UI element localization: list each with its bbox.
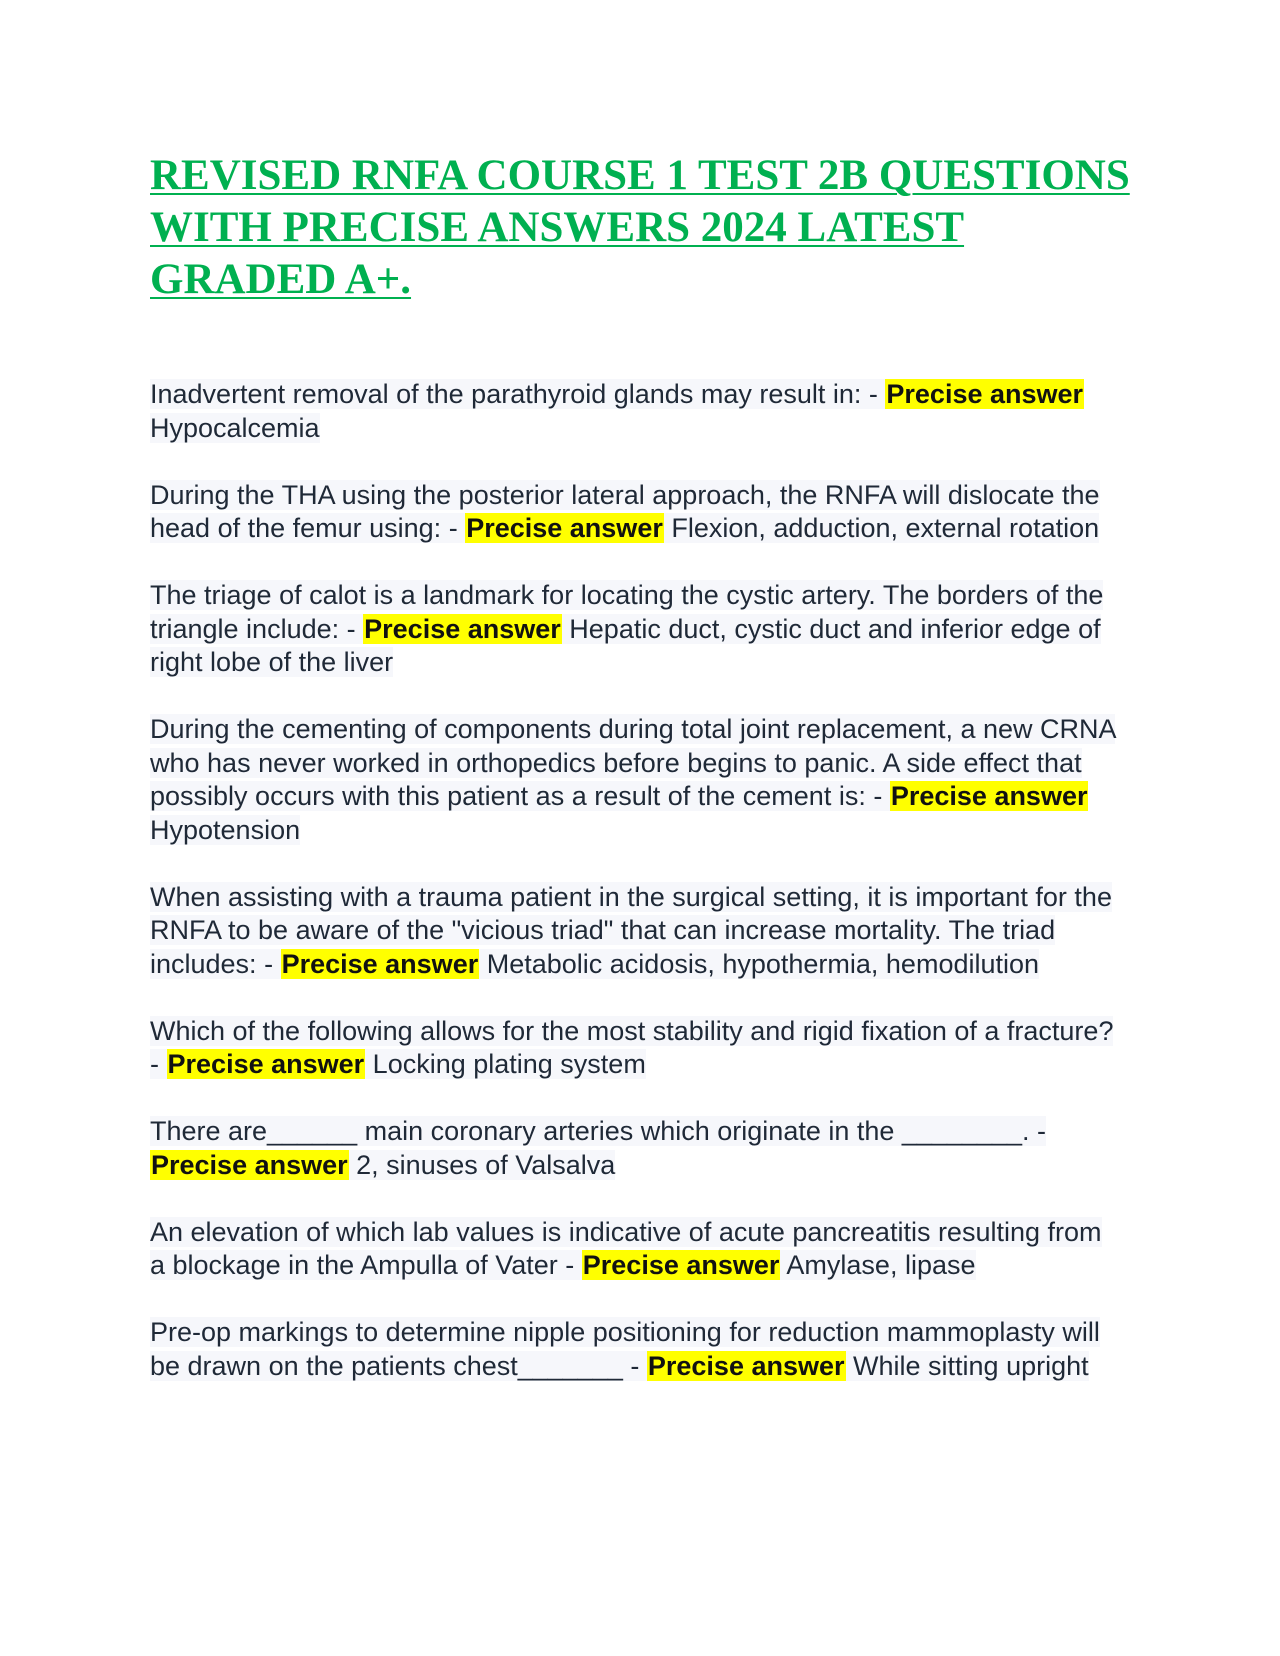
answer-text: While sitting upright <box>853 1350 1089 1381</box>
answer-text: Flexion, adduction, external rotation <box>671 513 1100 543</box>
answer-text: Amylase, lipase <box>786 1250 976 1280</box>
answer-label: Precise answer <box>466 513 663 543</box>
question-text: During the cementing of components during total joint replacement, a new CRNA who has never worked in orthopedics before begins to panic. A side effect that possibly occurs with this patient as a result of the cement is: - <box>150 714 1116 811</box>
answer-text: Hepatic duct, cystic duct and inferior edge of right lobe of the liver <box>150 613 1101 677</box>
question-text: Pre-op markings to determine nipple positioning for reduction mammoplasty will be drawn on the patients chest_______ - <box>150 1317 1100 1381</box>
qa-item-2 <box>150 479 1130 546</box>
question-text: There are______ main coronary arteries which originate in the ________. - <box>150 1116 1047 1146</box>
question-text: The triage of calot is a landmark for locating the cystic artery. The borders of the triangle include: - <box>150 580 1104 644</box>
answer-text: Metabolic acidosis, hypothermia, hemodilution <box>486 948 1040 979</box>
qa-list <box>150 378 1130 1383</box>
answer-label: Precise answer <box>364 613 561 644</box>
document-page <box>150 150 1130 1417</box>
qa-item-4 <box>150 713 1130 847</box>
question-text: When assisting with a trauma patient in the surgical setting, it is important for the RNFA to be aware of the "vicious triad" that can increase mortality. The triad includes: - <box>150 881 1112 979</box>
answer-label: Precise answer <box>582 1250 780 1280</box>
answer-text: Locking plating system <box>372 1049 646 1079</box>
question-text: Which of the following allows for the most stability and rigid fixation of a fracture? - <box>150 1015 1114 1079</box>
question-text: During the THA using the posterior lateral approach, the RNFA will dislocate the head of the femur using: - <box>150 479 1100 543</box>
qa-item-8 <box>150 1216 1130 1283</box>
qa-item-7 <box>150 1115 1130 1182</box>
answer-label: Precise answer <box>281 948 479 979</box>
qa-item-6 <box>150 1015 1130 1082</box>
qa-item-3 <box>150 579 1130 680</box>
answer-label: Precise answer <box>151 1149 348 1180</box>
document-title: REVISED RNFA COURSE 1 TEST 2B QUESTIONS WITH PRECISE ANSWERS 2024 LATEST GRADED A+. <box>150 152 1130 303</box>
qa-item-9 <box>150 1316 1130 1383</box>
answer-label: Precise answer <box>890 781 1088 811</box>
qa-item-5 <box>150 881 1130 982</box>
answer-text: 2, sinuses of Valsalva <box>356 1149 616 1180</box>
question-text: An elevation of which lab values is indicative of acute pancreatitis resulting from a blockage in the Ampulla of Vater - <box>150 1216 1102 1280</box>
answer-text: Hypotension <box>150 814 301 845</box>
answer-label: Precise answer <box>167 1049 365 1079</box>
answer-label: Precise answer <box>647 1350 845 1381</box>
answer-label: Precise answer <box>886 379 1084 409</box>
question-text: Inadvertent removal of the parathyroid glands may result in: - <box>150 379 878 409</box>
answer-text: Hypocalcemia <box>150 412 320 443</box>
qa-item-1 <box>150 378 1130 445</box>
